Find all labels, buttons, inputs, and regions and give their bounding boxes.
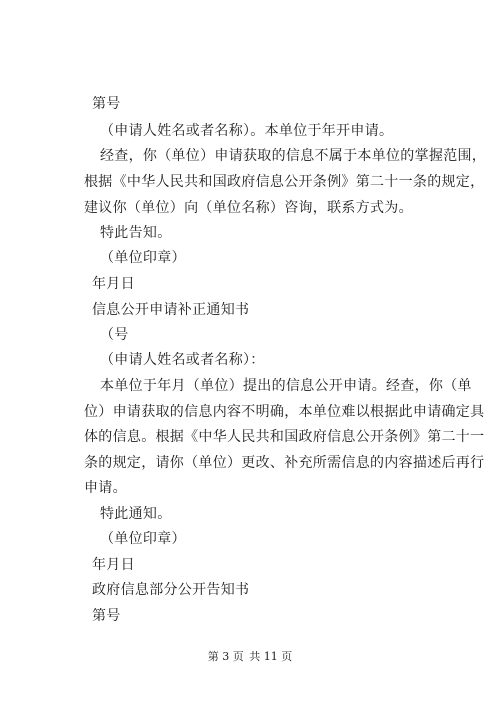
doc-number-line: （号 — [100, 327, 129, 343]
paragraph-line: 体的信息。根据《中华人民共和国政府信息公开条例》第二十一 — [84, 429, 485, 445]
page-footer — [0, 650, 500, 664]
applicant-line: （申请人姓名或者名称）： — [100, 352, 265, 368]
doc-number-line: 第号 — [92, 96, 121, 112]
applicant-line: （申请人姓名或者名称）。本单位于年开申请。 — [100, 123, 394, 139]
doc-number-line: 第号 — [92, 608, 121, 624]
paragraph-line: 申请。 — [84, 480, 127, 496]
paragraph-line: 经查，你（单位）申请获取的信息不属于本单位的掌握范围， — [100, 148, 487, 164]
paragraph-line: 根据《中华人民共和国政府信息公开条例》第二十一条的规定， — [84, 174, 485, 190]
seal-line: （单位印章） — [100, 250, 186, 266]
date-line: 年月日 — [92, 276, 135, 292]
paragraph-line: 建议你（单位）向（单位名称）咨询，联系方式为。 — [84, 200, 413, 216]
total-pages-label: 共 11 页 — [249, 650, 293, 663]
date-line: 年月日 — [92, 557, 135, 573]
section-title: 信息公开申请补正通知书 — [92, 302, 250, 318]
current-page-label: 第 3 页 — [207, 650, 244, 663]
paragraph-line: 条的规定，请你（单位）更改、补充所需信息的内容描述后再行 — [84, 455, 485, 471]
section-title: 政府信息部分公开告知书 — [92, 582, 250, 598]
paragraph-line: 本单位于年月（单位）提出的信息公开申请。经查，你（单 — [100, 378, 472, 394]
seal-line: （单位印章） — [100, 531, 186, 547]
notice-closing: 特此告知。 — [100, 225, 172, 241]
paragraph-line: 位）申请获取的信息内容不明确，本单位难以根据此申请确定具 — [84, 404, 485, 420]
notice-closing: 特此通知。 — [100, 506, 172, 522]
